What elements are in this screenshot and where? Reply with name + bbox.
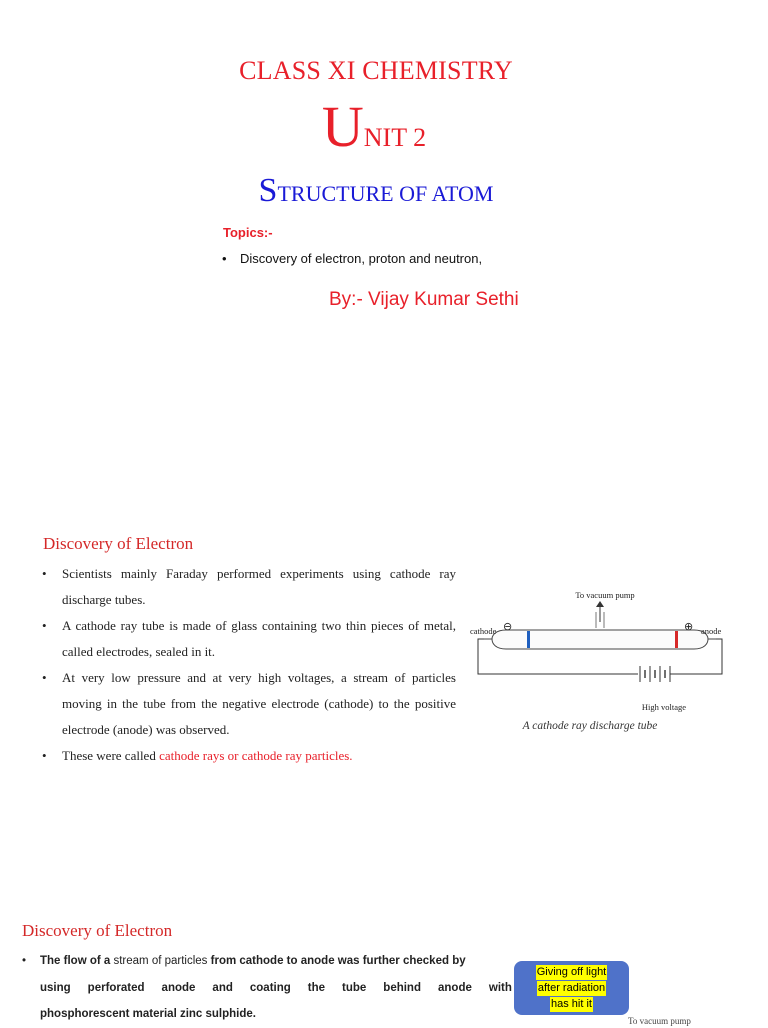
cathode-label: cathode bbox=[470, 626, 497, 636]
bullet-icon: • bbox=[42, 748, 47, 763]
word: perforated bbox=[87, 981, 145, 994]
bullet-icon: • bbox=[22, 955, 27, 967]
word: behind bbox=[383, 981, 421, 994]
author-credit: By:- Vijay Kumar Sethi bbox=[329, 289, 519, 310]
bullet-icon: • bbox=[42, 566, 47, 581]
paragraph-line: phosphorescent material zinc sulphide. bbox=[40, 1008, 256, 1020]
word: coating bbox=[249, 981, 291, 994]
vacuum-pump-label: To vacuum pump bbox=[628, 1016, 691, 1026]
cathode-ray-tube-diagram bbox=[470, 586, 732, 734]
bullet-paragraph bbox=[22, 948, 512, 1028]
topics-label: Topics:- bbox=[223, 225, 273, 240]
minus-icon: ⊖ bbox=[503, 620, 513, 633]
word: the bbox=[307, 981, 326, 994]
anode-electrode bbox=[675, 631, 678, 648]
section-heading: Discovery of Electron bbox=[43, 534, 194, 553]
word: with bbox=[488, 981, 512, 994]
topic-text: Discovery of electron, proton and neutron, bbox=[240, 251, 483, 266]
diagram-caption: A cathode ray discharge tube bbox=[522, 720, 658, 732]
bullet-list bbox=[42, 561, 456, 769]
bullet-icon: • bbox=[42, 618, 47, 633]
paragraph-line bbox=[22, 975, 512, 1002]
word: tube bbox=[342, 981, 367, 994]
word: and bbox=[212, 981, 233, 994]
callout-line: Giving off light bbox=[536, 965, 607, 978]
list-item: • A cathode ray tube is made of glass containing two thin pieces of metal, called electrodes, sealed in it. bbox=[42, 613, 456, 665]
unit-initial: U bbox=[321, 94, 364, 159]
list-item: • Scientists mainly Faraday performed experiments using cathode ray discharge tubes. bbox=[42, 561, 456, 613]
section-heading: Discovery of Electron bbox=[22, 921, 173, 940]
unit-heading bbox=[0, 94, 748, 159]
topic-item bbox=[222, 251, 482, 266]
unit-rest: NIT 2 bbox=[363, 123, 427, 152]
callout-line: after radiation bbox=[537, 981, 606, 994]
high-voltage-label: High voltage bbox=[641, 702, 687, 712]
cathode-electrode bbox=[527, 631, 530, 648]
slide-title: CLASS XI CHEMISTRY bbox=[239, 56, 513, 85]
bullet-icon: • bbox=[42, 670, 47, 685]
chapter-initial: S bbox=[258, 172, 278, 209]
chapter-heading bbox=[0, 172, 752, 210]
word: using bbox=[40, 981, 71, 994]
callout-line: has hit it bbox=[551, 997, 592, 1010]
bullet-icon: • bbox=[222, 251, 227, 266]
pump-arrowhead bbox=[596, 601, 604, 607]
plus-icon: ⊕ bbox=[684, 620, 694, 633]
paragraph-line: • The flow of a stream of particles from cathode to anode was further checked by bbox=[22, 948, 512, 975]
list-item: • These were called cathode rays or cathode ray particles. bbox=[42, 743, 456, 769]
callout-box bbox=[514, 961, 629, 1015]
anode-label: anode bbox=[701, 626, 722, 636]
word: anode bbox=[438, 981, 472, 994]
highlight-text: cathode rays or cathode ray particles. bbox=[159, 748, 353, 763]
list-item: • At very low pressure and at very high voltages, a stream of particles moving in the tube from the negative electrode (cathode) to the positive electrode (anode) was observed. bbox=[42, 665, 456, 743]
justified-line bbox=[40, 975, 512, 1002]
word: anode bbox=[161, 981, 196, 994]
vacuum-pump-label: To vacuum pump bbox=[575, 590, 635, 600]
chapter-rest: TRUCTURE OF ATOM bbox=[277, 181, 494, 206]
